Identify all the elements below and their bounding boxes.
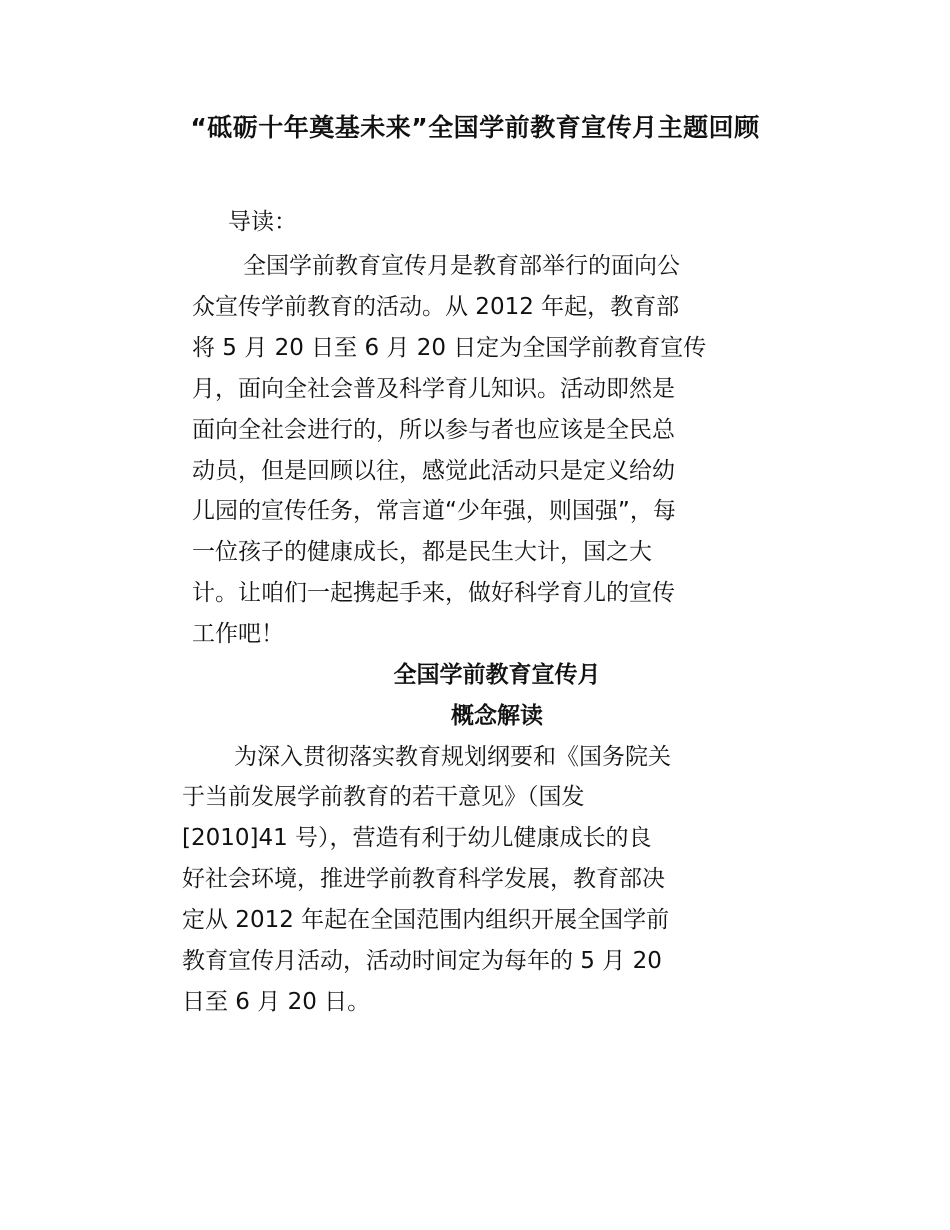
intro-label: 导读： [228,209,297,235]
intro-line: 月，面向全社会普及科学育儿知识。活动即然是 [192,376,675,402]
intro-line: 一位孩子的健康成长，都是民生大计，国之大 [192,539,652,565]
intro-line: 动员，但是回顾以往，感觉此活动只是定义给幼 [192,458,675,484]
intro-line: 全国学前教育宣传月是教育部举行的面向公 [243,253,680,279]
body-line: [2010]41 号），营造有利于幼儿健康成长的良 [182,825,652,851]
intro-line: 儿园的宣传任务，常言道“少年强，则国强”，每 [192,498,676,524]
section-heading: 全国学前教育宣传月 [393,662,601,688]
section-subheading: 概念解读 [451,703,543,729]
body-line: 教育宣传月活动，活动时间定为每年的 5 月 20 [182,948,662,974]
body-line: 于当前发展学前教育的若干意见》（国发 [182,784,585,810]
body-line: 为深入贯彻落实教育规划纲要和《国务院关 [234,744,671,770]
intro-line: 计。让咱们一起携起手来，做好科学育儿的宣传 [192,580,675,606]
body-line: 好社会环境，推进学前教育科学发展，教育部决 [182,866,665,892]
intro-line: 将 5 月 20 日至 6 月 20 日定为全国学前教育宣传 [192,335,707,361]
document-title: “砥砺十年奠基未来”全国学前教育宣传月主题回顾 [190,113,760,142]
intro-line: 面向全社会进行的，所以参与者也应该是全民总 [192,417,675,443]
intro-line: 工作吧！ [192,621,284,647]
body-line: 定从 2012 年起在全国范围内组织开展全国学前 [182,907,670,933]
intro-line: 众宣传学前教育的活动。从 2012 年起，教育部 [192,294,680,320]
body-line: 日至 6 月 20 日。 [182,989,371,1015]
